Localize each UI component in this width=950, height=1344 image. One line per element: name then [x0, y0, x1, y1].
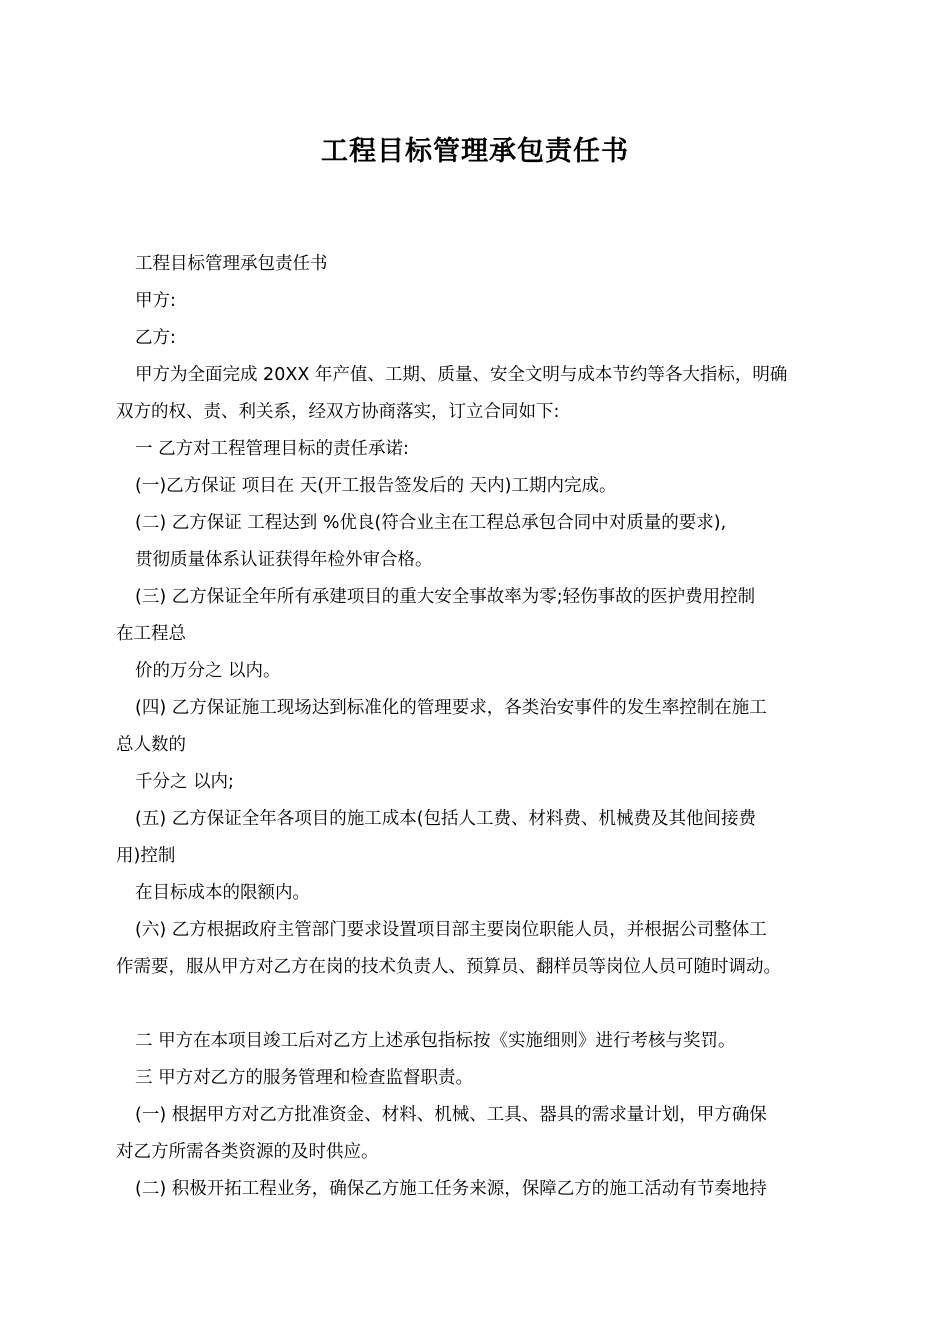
clause-line: (一) 根据甲方对乙方批准资金、材料、机械、工具、器具的需求量计划，甲方确保: [135, 1105, 767, 1125]
blank-line: [116, 986, 856, 1023]
body-line: 甲方为全面完成 20XX 年产值、工期、质量、安全文明与成本节约等各大指标，明确: [135, 365, 788, 385]
document-title: 工程目标管理承包责任书: [321, 136, 629, 167]
clause-line: (二) 乙方保证 工程达到 %优良(符合业主在工程总承包合同中对质量的要求),: [135, 513, 727, 533]
clause-line: 对乙方所需各类资源的及时供应。: [116, 1142, 379, 1162]
clause-line: 贯彻质量体系认证获得年检外审合格。: [135, 550, 433, 570]
clause-line: 总人数的: [116, 735, 186, 755]
section-heading: 三 甲方对乙方的服务管理和检查监督职责。: [135, 1068, 474, 1088]
party-a-line: 甲方:: [135, 291, 176, 311]
party-b-line: 乙方:: [135, 328, 176, 348]
clause-line: 用)控制: [116, 846, 176, 866]
clause-line: (六) 乙方根据政府主管部门要求设置项目部主要岗位职能人员，并根据公司整体工: [135, 920, 767, 940]
body-line: 工程目标管理承包责任书: [135, 254, 328, 274]
clause-line: (四) 乙方保证施工现场达到标准化的管理要求，各类治安事件的发生率控制在施工: [135, 698, 767, 718]
clause-line: 价的万分之 以内。: [135, 661, 281, 681]
clause-line: 千分之 以内;: [135, 772, 234, 792]
section-heading: 一 乙方对工程管理目标的责任承诺:: [135, 439, 409, 459]
clause-line: 在工程总: [116, 624, 186, 644]
clause-line: 在目标成本的限额内。: [135, 883, 310, 903]
document-body: [116, 246, 856, 1208]
clause-line: 作需要，服从甲方对乙方在岗的技术负责人、预算员、翻样员等岗位人员可随时调动。: [116, 957, 781, 977]
body-line: 双方的权、责、利关系，经双方协商落实，订立合同如下:: [116, 402, 560, 422]
clause-line: (二) 积极开拓工程业务，确保乙方施工任务来源，保障乙方的施工活动有节奏地持: [135, 1179, 767, 1199]
clause-line: (五) 乙方保证全年各项目的施工成本(包括人工费、材料费、机械费及其他间接费: [135, 809, 757, 829]
clause-line: (三) 乙方保证全年所有承建项目的重大安全事故率为零;轻伤事故的医护费用控制: [135, 587, 756, 607]
section-heading: 二 甲方在本项目竣工后对乙方上述承包指标按《实施细则》进行考核与奖罚。: [135, 1031, 736, 1051]
clause-line: (一)乙方保证 项目在 天(开工报告签发后的 天内)工期内完成。: [135, 476, 617, 496]
